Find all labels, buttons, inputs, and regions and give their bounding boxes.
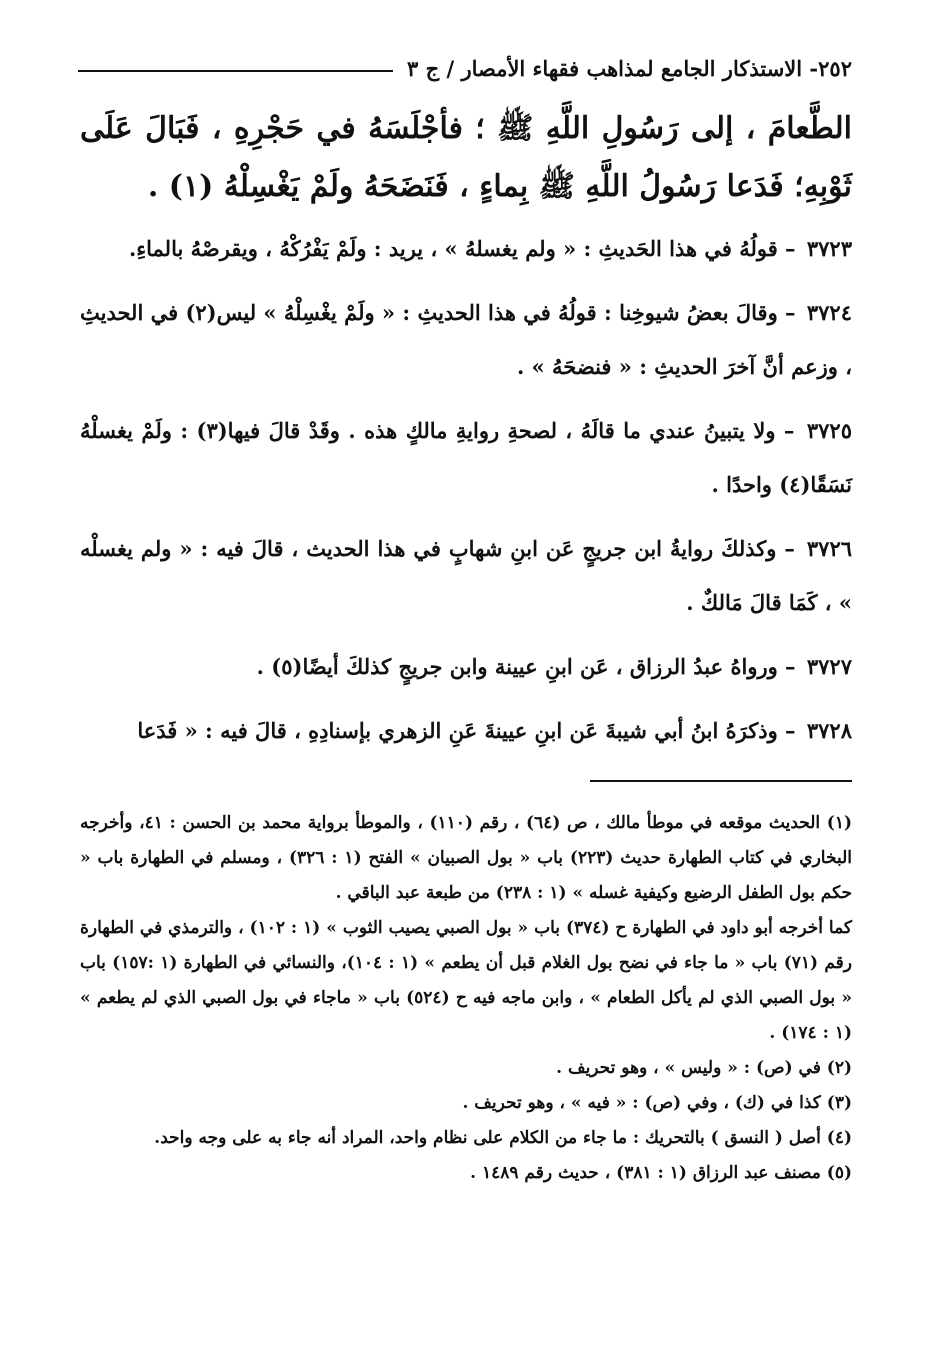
paragraph-3723 <box>80 222 852 276</box>
paragraph-text: – وذكرَهُ ابنُ أبي شيبةَ عَن ابنِ عيينةَ عَنِ الزهري بإسنادِهِ ، قالَ فيه : « فَدَعا <box>137 718 796 743</box>
paragraph-3726 <box>80 522 852 630</box>
main-text <box>80 100 852 768</box>
paragraph-3728 <box>80 704 852 758</box>
footnote-2: (٢) في (ص) : « وليس » ، وهو تحريف . <box>556 1058 852 1078</box>
paragraph-3724 <box>80 286 852 394</box>
footnote-4: (٤) أصل ( النسق ) بالتحريك : ما جاء من الكلام على نظام واحد، المراد أنه جاء به على وجه واحد. <box>154 1128 852 1148</box>
footnote-1: (١) الحديث موقعه في موطأ مالك ، ص (٦٤) ، رقم (١١٠) ، والموطأ برواية محمد بن الحسن : ٤١، وأخرجه البخاري في كتاب الطهارة حديث (٢٢٣) باب « بول الصبيان » الفتح (١ : ٣٢٦) ، ومسلم في الطهارة باب « حكم بول الطفل الرضيع وكيفية غسله » (١ : ٢٣٨) من طبعة عبد الباقي . <box>80 813 852 903</box>
footnote-5: (٥) مصنف عبد الرزاق (١ : ٣٨١) ، حديث رقم ١٤٨٩ . <box>470 1163 852 1183</box>
footnote-3: (٣) كذا في (ك) ، وفي (ص) : « فيه » ، وهو تحريف . <box>462 1093 852 1113</box>
paragraph-text: – وكذلكَ روايةُ ابن جريجٍ عَن ابنِ شهابٍ في هذا الحديث ، قالَ فيه : « ولم يغسلْه » ، كَمَا قالَ مَالكٌ . <box>80 536 852 615</box>
header-title: ٢٥٢- الاستذكار الجامع لمذاهب فقهاء الأمصار / ج ٣ <box>407 55 852 81</box>
footnote-separator <box>590 780 852 782</box>
paragraph-text: – ورواهُ عبدُ الرزاق ، عَن ابنِ عيينة وابن جريجٍ كذلكَ أيضًا(٥) . <box>256 654 796 679</box>
running-header <box>78 48 852 88</box>
paragraph-number: ٣٧٢٥ <box>806 418 852 443</box>
paragraph-text: – وقالَ بعضُ شيوخِنا : قولُهُ في هذا الحديثِ : « ولَمْ يغْسِلْهُ » ليس(٢) في الحديثِ ، وزعم أنَّ آخرَ الحديثِ : « فنضحَهُ » . <box>80 300 852 379</box>
opening-paragraph: الطَّعامَ ، إلى رَسُولِ اللَّهِ ﷺ ؛ فأجْلَسَهُ في حَجْرِهِ ، فَبَالَ عَلَى ثَوْبِهِ؛ فَدَعا رَسُولُ اللَّهِ ﷺ بِماءٍ ، فَنَضَحَهُ ولَمْ يَغْسِلْهُ (١) . <box>80 111 852 204</box>
paragraph-number: ٣٧٢٤ <box>806 300 852 325</box>
paragraph-3725 <box>80 404 852 512</box>
paragraph-text: – قولُهُ في هذا الحَديثِ : « ولم يغسلهُ » ، يريد : ولَمْ يَفْرُكْهُ ، ويقرصْهُ بالماءِ. <box>128 236 796 261</box>
paragraph-number: ٣٧٢٦ <box>806 536 853 561</box>
header-rule <box>78 70 393 72</box>
footnote-1-continued: كما أخرجه أبو داود في الطهارة ح (٣٧٤) باب « بول الصبي يصيب الثوب » (١ : ١٠٢) ، والترمذي في الطهارة رقم (٧١) باب « ما جاء في نضح بول الغلام قبل أن يطعم » (١ : ١٠٤)، والنسائي في الطهارة (١ :١٥٧) باب « بول الصبي الذي لم يأكل الطعام » ، وابن ماجه فيه ح (٥٢٤) باب « ماجاء في بول الصبي الذي لم يطعم » (١ : ١٧٤) . <box>80 918 852 1043</box>
paragraph-text: – ولا يتبينُ عندي ما قالَهُ ، لصحةِ روايةِ مالكٍ هذه . وقَدْ قالَ فيها(٣) : ولَمْ يغسلْهُ نَسَقًا(٤) واحدًا . <box>80 418 852 497</box>
paragraph-number: ٣٧٢٨ <box>806 718 852 743</box>
paragraph-number: ٣٧٢٣ <box>806 236 852 261</box>
paragraph-3727 <box>80 640 852 694</box>
footnotes <box>80 806 852 1191</box>
paragraph-number: ٣٧٢٧ <box>806 654 852 679</box>
